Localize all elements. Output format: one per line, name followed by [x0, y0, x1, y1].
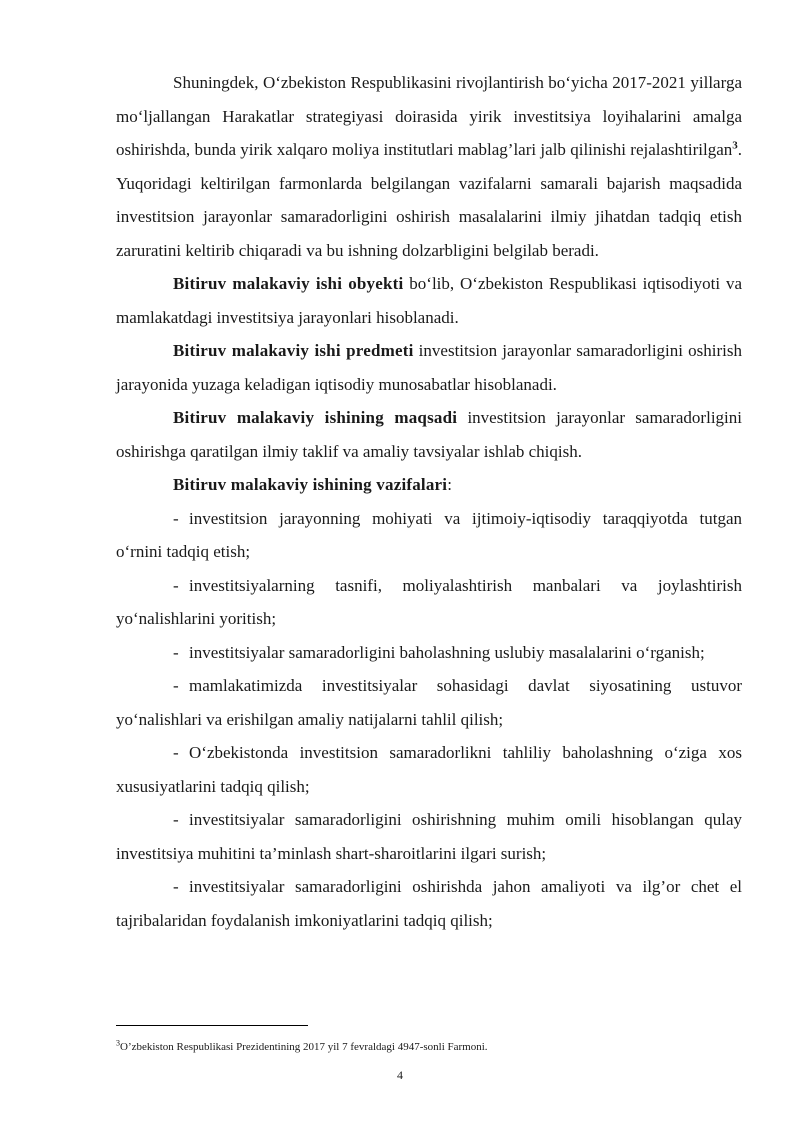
list-dash: - [173, 877, 179, 896]
list-item [116, 569, 742, 636]
tasks-heading: Bitiruv malakaviy ishining vazifalari [173, 475, 448, 494]
list-item [116, 502, 742, 569]
goal-text: investitsion jarayonlar samaradorligini oshirishga qaratilgan ilmiy taklif va amaliy tavsiyalar ishlab chiqish. [116, 408, 742, 461]
list-dash: - [173, 508, 179, 528]
footnote [116, 1040, 488, 1054]
subject-heading: Bitiruv malakaviy ishi predmeti [173, 341, 414, 360]
object-heading: Bitiruv malakaviy ishi obyekti [173, 274, 404, 293]
list-item [116, 803, 742, 870]
list-dash: - [173, 575, 179, 595]
list-dash: - [173, 743, 179, 762]
list-item-text: O‘zbekistonda investitsion samaradorlikni tahliliy baholashning o‘ziga xos xususiyatlarini tadqiq qilish; [116, 743, 742, 796]
footnote-reference: 3 [732, 139, 738, 152]
list-item [116, 669, 742, 736]
document-body [116, 66, 742, 937]
footnote-mark: 3 [116, 1038, 120, 1048]
intro-paragraph [116, 66, 742, 267]
list-item-text: investitsiyalar samaradorligini oshirishning muhim omili hisoblangan qulay investitsiya muhitini ta’minlash shart-sharoitlarini ilgari surish; [116, 810, 742, 863]
page-number: 4 [397, 1068, 403, 1082]
list-item-text: mamlakatimizda investitsiyalar sohasidagi davlat siyosatining ustuvor yo‘nalishlari va erishilgan amaliy natijalarni tahlil qilish; [116, 676, 742, 729]
object-paragraph [116, 267, 742, 334]
intro-text-tail: . Yuqoridagi keltirilgan farmonlarda belgilangan vazifalarni samarali bajarish maqsadida investitsion jarayonlar samaradorligini oshirish masalalarini ilmiy jihatdan tadqiq etish zaruratini keltirib chiqaradi va bu ishning dolzarbligini belgilab beradi. [116, 140, 742, 260]
list-item [116, 636, 742, 670]
intro-text: Shuningdek, O‘zbekiston Respublikasini rivojlantirish bo‘yicha 2017-2021 yillarga mo‘ljallangan Harakatlar strategiyasi doirasida yirik investitsiya loyihalarini amalga oshirishda, bunda yirik xalqaro moliya institutlari mablag’lari jalb qilinishi rejalashtirilgan [116, 73, 742, 159]
goal-paragraph [116, 401, 742, 468]
object-text: bo‘lib, O‘zbekiston Respublikasi iqtisodiyoti va mamlakatdagi investitsiya jarayonlari hisoblanadi. [116, 274, 742, 327]
list-dash: - [173, 642, 179, 662]
list-dash: - [173, 676, 179, 695]
list-item-text: investitsion jarayonning mohiyati va ijtimoiy-iqtisodiy taraqqiyotda tutgan o‘rnini tadqiq etish; [116, 508, 742, 561]
tasks-paragraph [116, 468, 742, 502]
list-dash: - [173, 810, 179, 829]
subject-paragraph [116, 334, 742, 401]
tasks-colon: : [447, 475, 452, 494]
list-item-text: investitsiyalar samaradorligini baholashning uslubiy masalalarini o‘rganish; [189, 642, 705, 662]
subject-text: investitsion jarayonlar samaradorligini oshirish jarayonida yuzaga keladigan iqtisodiy munosabatlar hisoblanadi. [116, 341, 743, 394]
footnote-text: O’zbekiston Respublikasi Prezidentining 2017 yil 7 fevraldagi 4947-sonli Farmoni. [120, 1041, 488, 1053]
list-item [116, 870, 742, 937]
goal-heading: Bitiruv malakaviy ishining maqsadi [173, 408, 458, 427]
list-item-text: investitsiyalar samaradorligini oshirishda jahon amaliyoti va ilg’or chet el tajribalaridan foydalanish imkoniyatlarini tadqiq qilish; [116, 877, 742, 930]
footnote-separator [116, 1025, 308, 1026]
list-item [116, 736, 742, 803]
list-item-text: investitsiyalarning tasnifi, moliyalashtirish manbalari va joylashtirish yo‘nalishlarini yoritish; [116, 575, 742, 628]
